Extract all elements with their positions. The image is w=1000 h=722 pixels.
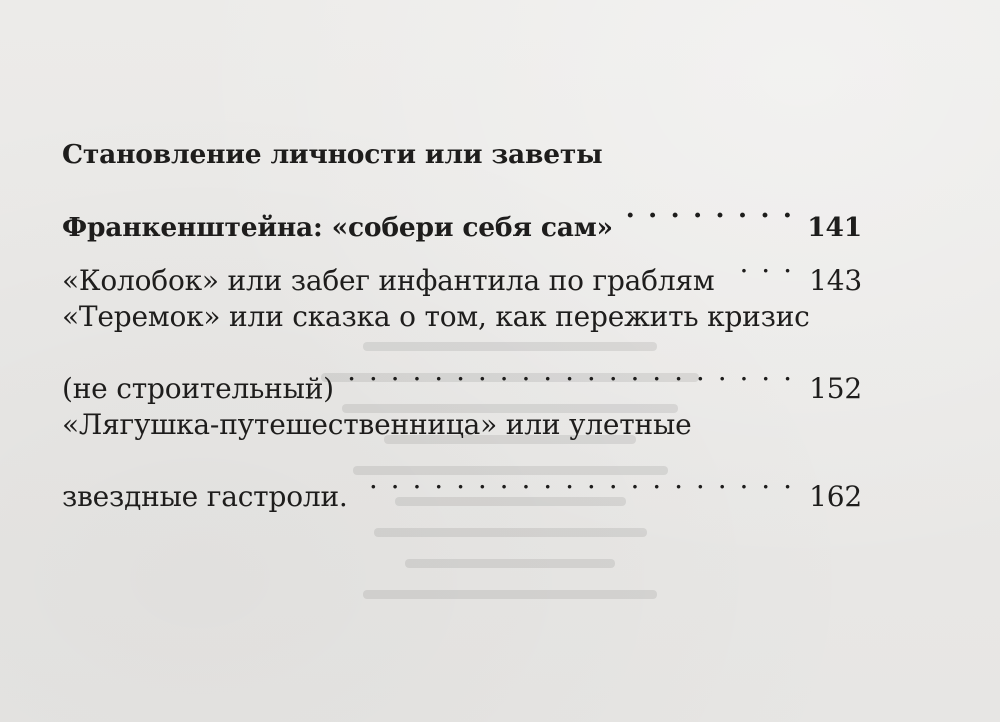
toc-entry-line xyxy=(62,182,862,243)
toc-entry-title: «Теремок» или сказка о том, как пережить кризис xyxy=(62,300,810,333)
dot-leader xyxy=(627,182,794,236)
dot-leader xyxy=(362,452,794,506)
toc-page-number: 152 xyxy=(809,372,862,405)
toc-entry-title: Становление личности или заветы xyxy=(62,139,603,170)
dot-leader xyxy=(348,344,794,398)
toc-entry-line xyxy=(62,398,862,452)
toc-page-number: 141 xyxy=(807,212,862,243)
toc-entry-title: Франкенштейна: «собери себя сам» xyxy=(62,212,613,243)
toc-entry-line xyxy=(62,344,862,405)
toc-entry-line xyxy=(62,290,862,344)
toc-page-number: 162 xyxy=(809,480,862,513)
toc-entry-title: (не строительный) xyxy=(62,372,334,405)
toc-entry-title: звездные гастроли. xyxy=(62,480,348,513)
table-of-contents xyxy=(62,128,862,513)
toc-entry-title: «Лягушка-путешественница» или улетные xyxy=(62,408,692,441)
dot-leader xyxy=(728,236,794,290)
toc-page-number: 143 xyxy=(809,264,862,297)
toc-entry-title: «Колобок» или забег инфантила по граблям xyxy=(62,264,715,297)
toc-entry-line xyxy=(62,452,862,513)
toc-entry-line xyxy=(62,128,862,182)
